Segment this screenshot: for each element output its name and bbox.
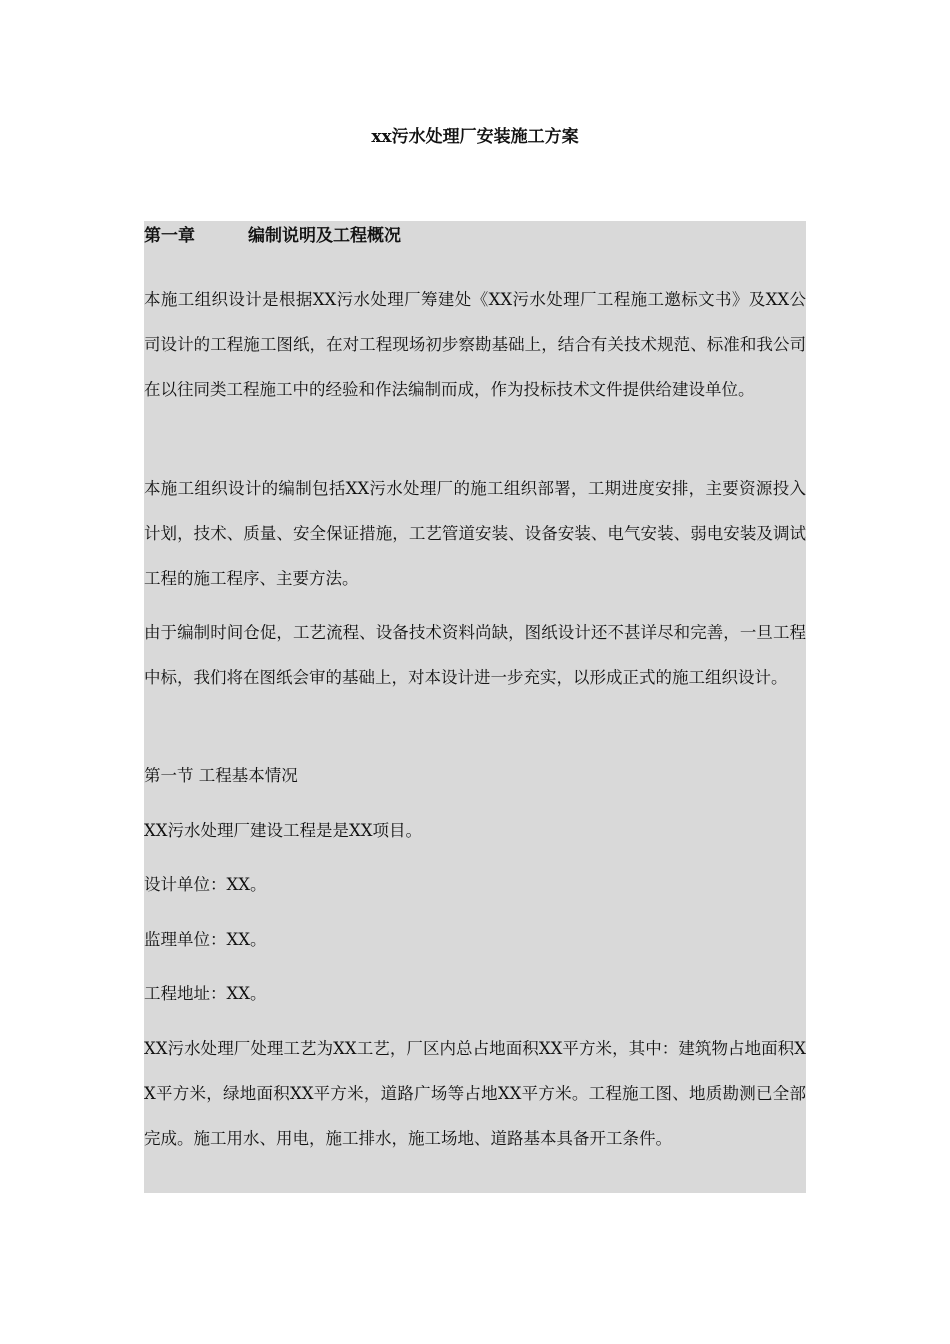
fact-design-unit: 设计单位：XX。 <box>144 875 267 894</box>
paragraph-note: 由于编制时间仓促，工艺流程、设备技术资料尚缺，图纸设计还不甚详尽和完善，一旦工程中标，我们将在图纸会审的基础上，对本设计进一步充实，以形成正式的施工组织设计。 <box>144 623 806 687</box>
fact-project: XX污水处理厂建设工程是是XX项目。 <box>144 821 422 840</box>
chapter-title: 编制说明及工程概况 <box>248 226 401 246</box>
paragraph-overview: XX污水处理厂处理工艺为XX工艺，厂区内总占地面积XX平方米，其中：建筑物占地面积XX平方米，绿地面积XX平方米，道路广场等占地XX平方米。工程施工图、地质勘测已全部完成。施工用水、用电，施工排水，施工场地、道路基本具备开工条件。 <box>144 1039 806 1148</box>
chapter-heading <box>144 221 401 251</box>
fact-address: 工程地址：XX。 <box>144 984 267 1003</box>
paragraph-basis: 本施工组织设计是根据XX污水处理厂筹建处《XX污水处理厂工程施工邀标文书》及XX公司设计的工程施工图纸，在对工程现场初步察勘基础上，结合有关技术规范、标准和我公司在以往同类工程施工中的经验和作法编制而成，作为投标技术文件提供给建设单位。 <box>144 290 806 399</box>
document-title: xx污水处理厂安装施工方案 <box>371 127 579 147</box>
fact-supervision-unit: 监理单位：XX。 <box>144 930 267 949</box>
highlighted-content-block <box>144 221 806 1193</box>
section-heading: 第一节 工程基本情况 <box>144 766 298 785</box>
paragraph-scope: 本施工组织设计的编制包括XX污水处理厂的施工组织部署，工期进度安排，主要资源投入计划，技术、质量、安全保证措施，工艺管道安装、设备安装、电气安装、弱电安装及调试工程的施工程序、主要方法。 <box>144 479 806 588</box>
chapter-number: 第一章 <box>144 226 195 246</box>
